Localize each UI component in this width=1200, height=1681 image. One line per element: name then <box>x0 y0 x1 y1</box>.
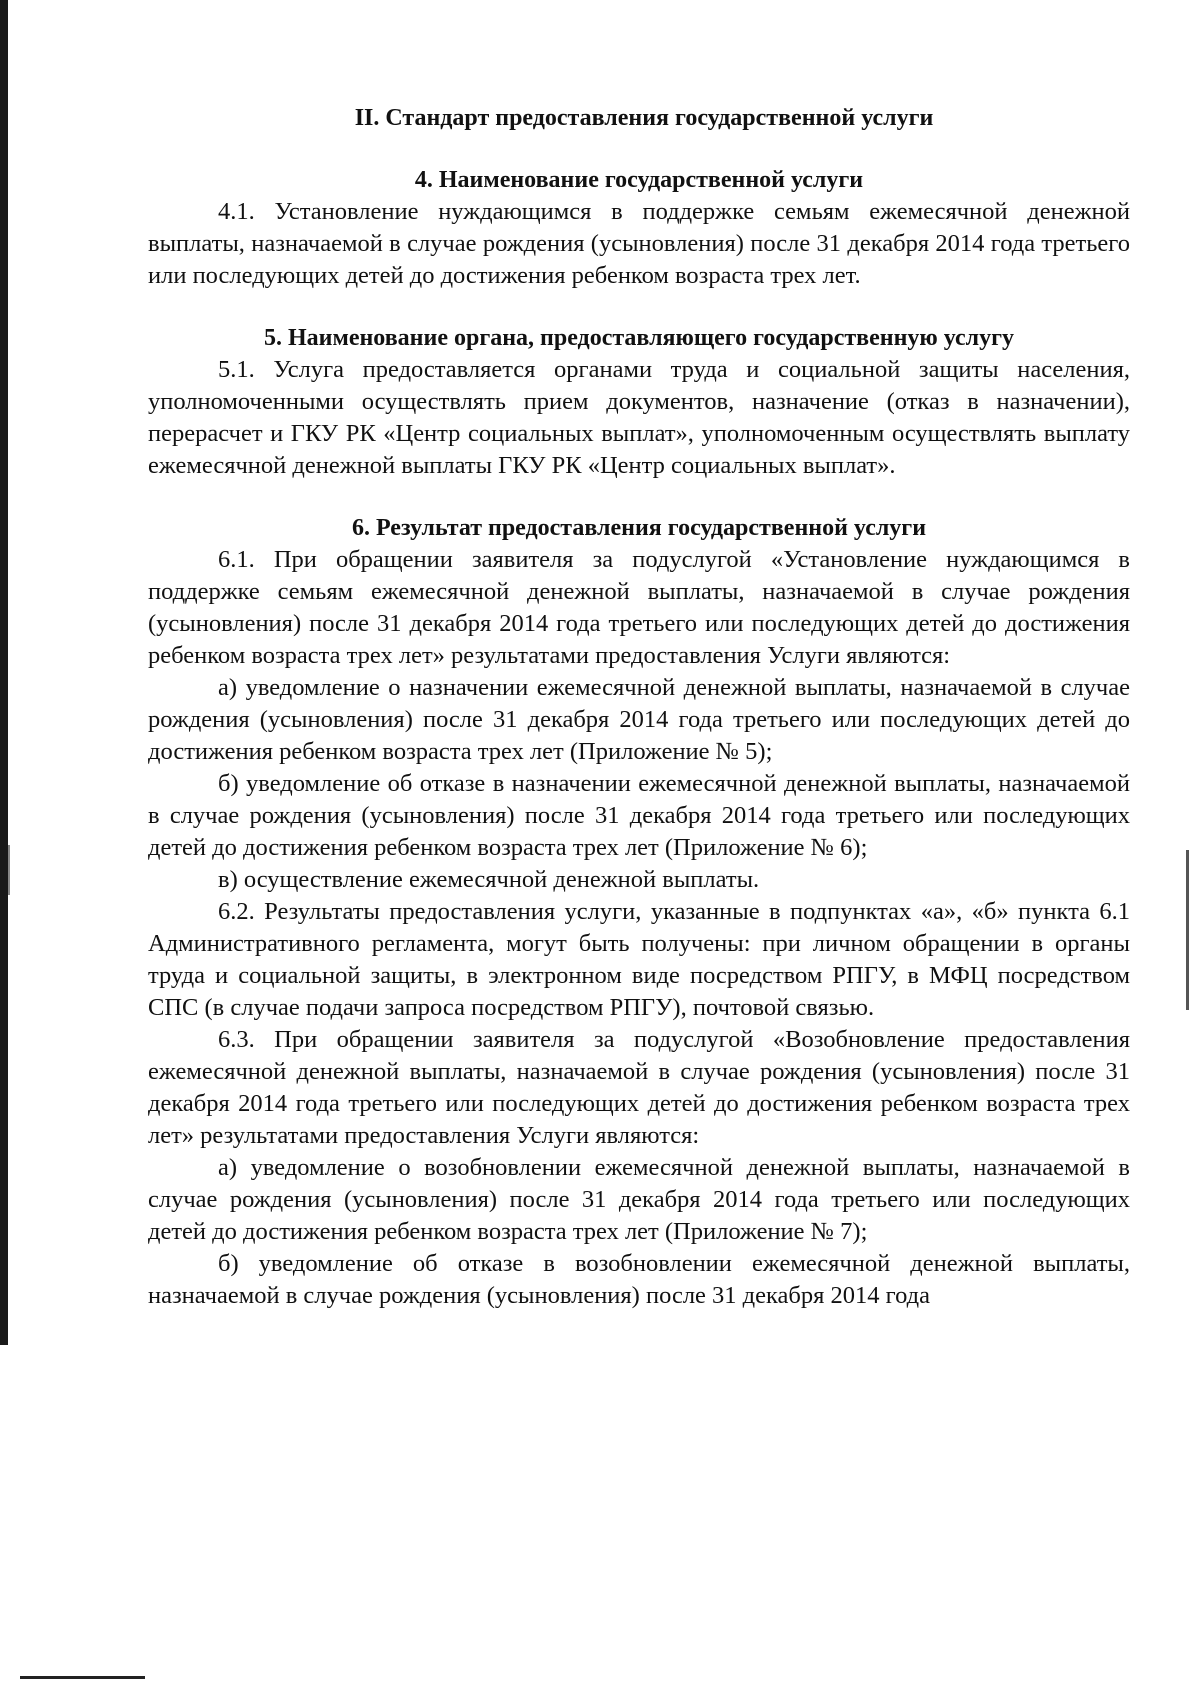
paragraph-6-3-a: а) уведомление о возобновлении ежемесячной денежной выплаты, назначаемой в случае рождения (усыновления) после 31 декабря 2014 года третьего или последующих детей до достижения ребенком возраста трех лет (Приложение № 7); <box>148 1154 1130 1245</box>
chapter-title: II. Стандарт предоставления государственной услуги <box>354 105 934 131</box>
paragraph-6-1-a: а) уведомление о назначении ежемесячной денежной выплаты, назначаемой в случае рождения (усыновления) после 31 декабря 2014 года третьего или последующих детей до достижения ребенком возраста трех лет (Приложение № 5); <box>148 674 1130 765</box>
scan-mark-left <box>8 845 10 895</box>
paragraph-6-1: 6.1. При обращении заявителя за подуслугой «Установление нуждающимся в поддержке семьям ежемесячной денежной выплаты, назначаемой в случае рождения (усыновления) после 31 декабря 2014 года третьего или последующих детей до достижения ребенком возраста трех лет» результатами предоставления Услуги являются: <box>148 546 1130 669</box>
scan-edge-right <box>1186 850 1189 1010</box>
section-title-6: 6. Результат предоставления государственной услуги <box>351 515 927 541</box>
section-4 <box>148 164 1130 292</box>
paragraph-6-1-v: в) осуществление ежемесячной денежной выплаты. <box>218 866 760 893</box>
section-title-4: 4. Наименование государственной услуги <box>414 167 864 193</box>
document-page <box>148 102 1130 1342</box>
section-5 <box>148 322 1130 482</box>
section-6 <box>148 512 1130 1312</box>
paragraph-6-2: 6.2. Результаты предоставления услуги, указанные в подпунктах «а», «б» пункта 6.1 Административного регламента, могут быть получены: при личном обращении в органы труда и социальной защиты, в электронном виде посредством РПГУ, в МФЦ посредством СПС (в случае подачи запроса посредством РПГУ), почтовой связью. <box>148 898 1130 1021</box>
section-title-5: 5. Наименование органа, предоставляющего государственную услугу <box>263 325 1015 351</box>
paragraph-6-1-b: б) уведомление об отказе в назначении ежемесячной денежной выплаты, назначаемой в случае рождения (усыновления) после 31 декабря 2014 года третьего или последующих детей до достижения ребенком возраста трех лет (Приложение № 6); <box>148 770 1130 861</box>
paragraph-6-3-b: б) уведомление об отказе в возобновлении ежемесячной денежной выплаты, назначаемой в случае рождения (усыновления) после 31 декабря 2014 года <box>148 1250 1130 1309</box>
paragraph-6-3: 6.3. При обращении заявителя за подуслугой «Возобновление предоставления ежемесячной денежной выплаты, назначаемой в случае рождения (усыновления) после 31 декабря 2014 года третьего или последующих детей до достижения ребенком возраста трех лет» результатами предоставления Услуги являются: <box>148 1026 1130 1149</box>
scan-edge-left <box>0 0 8 1345</box>
paragraph-4-1: 4.1. Установление нуждающимся в поддержке семьям ежемесячной денежной выплаты, назначаемой в случае рождения (усыновления) после 31 декабря 2014 года третьего или последующих детей до достижения ребенком возраста трех лет. <box>148 198 1130 289</box>
scan-bottom-mark <box>20 1676 145 1679</box>
paragraph-5-1: 5.1. Услуга предоставляется органами труда и социальной защиты населения, уполномоченными осуществлять прием документов, назначение (отказ в назначении), перерасчет и ГКУ РК «Центр социальных выплат», уполномоченным осуществлять выплату ежемесячной денежной выплаты ГКУ РК «Центр социальных выплат». <box>148 356 1130 479</box>
